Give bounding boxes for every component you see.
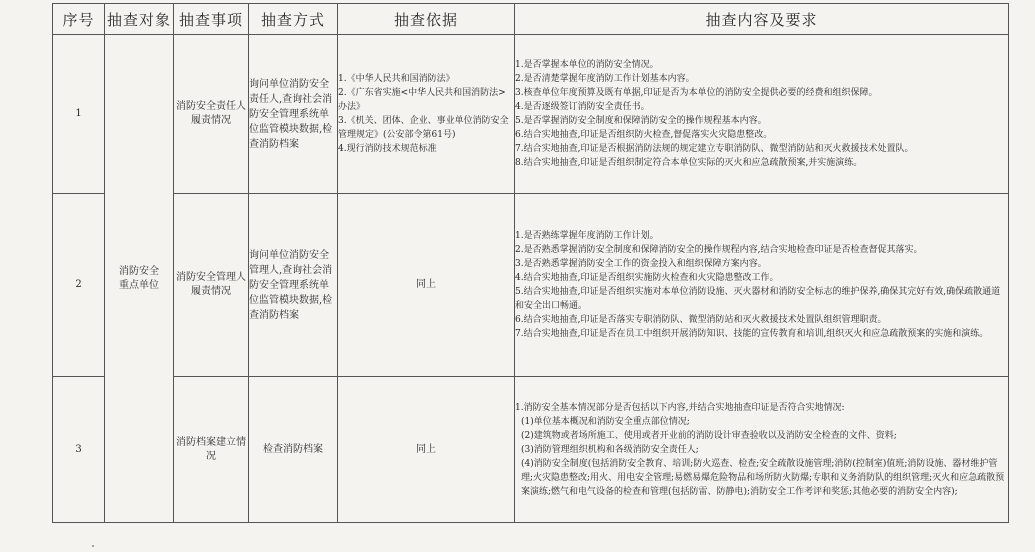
requirement-line: 7.结合实地抽查,印证是否在员工中组织开展消防知识、技能的宣传教育和培训,组织灭火和应急疏散预案的实施和演练。 bbox=[515, 329, 989, 339]
inspection-method: 询问单位消防安全管理人,查询社会消防安全管理系统单位监管模块数据,检查消防档案 bbox=[249, 194, 338, 377]
requirement-line: 6.结合实地抽查,印证是否组织防火检查,督促落实火灾隐患整改。 bbox=[515, 130, 773, 140]
inspection-basis bbox=[338, 35, 515, 194]
requirement-line: 4.是否逐级签订消防安全责任书。 bbox=[515, 102, 650, 112]
requirement-line: 8.结合实地抽查,印证是否组织制定符合本单位实际的灭火和应急疏散预案,并实施演练。 bbox=[515, 158, 863, 168]
inspection-item: 消防档案建立情况 bbox=[174, 377, 249, 523]
requirement-line: 5.是否掌握消防安全制度和保障消防安全的操作规程基本内容。 bbox=[515, 116, 767, 126]
requirement-line: 3.核查单位年度预算及既有单据,印证是否为本单位的消防安全提供必要的经费和组织保障。 bbox=[515, 88, 878, 98]
inspection-item: 消防安全管理人履责情况 bbox=[174, 194, 249, 377]
inspection-requirements bbox=[515, 194, 1009, 377]
requirement-line: 3.是否熟悉掌握消防安全工作的资金投入和组织保障方案内容。 bbox=[515, 259, 767, 269]
requirement-line: (3)消防管理组织机构和各级消防安全责任人; bbox=[521, 444, 699, 455]
header-seq: 序号 bbox=[53, 4, 105, 35]
basis-line: 1.《中华人民共和国消防法》 bbox=[338, 74, 455, 84]
inspection-basis: 同上 bbox=[338, 377, 515, 523]
header-basis: 抽查依据 bbox=[338, 4, 515, 35]
requirement-line: 1.是否熟练掌握年度消防工作计划。 bbox=[515, 231, 659, 241]
header-method: 抽查方式 bbox=[249, 4, 338, 35]
inspection-method: 询问单位消防安全责任人,查询社会消防安全管理系统单位监管模块数据,检查消防档案 bbox=[249, 35, 338, 194]
requirement-line: (2)建筑物或者场所施工、使用或者开业前的消防设计审查验收以及消防安全检查的文件、资料; bbox=[521, 430, 897, 441]
table-row bbox=[53, 35, 1009, 194]
table-row bbox=[53, 377, 1009, 523]
requirement-line: (4)消防安全制度(包括消防安全教育、培训;防火巡查、检查;安全疏散设施管理;消防(控制室)值班;消防设施、器材维护管理;火灾隐患整改;用火、用电安全管理;易燃易爆危险物品和场所防火防爆;专职和义务消防队的组织管理;灭火和应急疏散预案演练;燃气和电气设备的检查和管理(包括防雷、防静电);消防安全工作考评和奖惩;其他必要的消防安全内容); bbox=[521, 458, 1005, 497]
inspection-object: 消防安全重点单位 bbox=[105, 35, 174, 523]
row-seq: 2 bbox=[53, 194, 105, 377]
requirement-line: (1)单位基本概况和消防安全重点部位情况; bbox=[521, 416, 690, 427]
row-seq: 1 bbox=[53, 35, 105, 194]
basis-line: 3.《机关、团体、企业、事业单位消防安全管理规定》(公安部令第61号) bbox=[338, 116, 509, 140]
header-item: 抽查事项 bbox=[174, 4, 249, 35]
requirement-line: 1.是否掌握本单位的消防安全情况。 bbox=[515, 60, 659, 70]
table-row bbox=[53, 194, 1009, 377]
requirement-line: 1.消防安全基本情况部分是否包括以下内容,并结合实地抽查印证是否符合实地情况: bbox=[515, 402, 845, 413]
basis-line: 4.现行消防技术规范标准 bbox=[338, 144, 437, 154]
inspection-method: 检查消防档案 bbox=[249, 377, 338, 523]
inspection-item: 消防安全责任人履责情况 bbox=[174, 35, 249, 194]
header-requirements: 抽查内容及要求 bbox=[515, 4, 1009, 35]
row-seq: 3 bbox=[53, 377, 105, 523]
scan-speck bbox=[92, 545, 94, 547]
inspection-basis: 同上 bbox=[338, 194, 515, 377]
header-row bbox=[53, 4, 1009, 35]
basis-line: 2.《广东省实施<中华人民共和国消防法>办法》 bbox=[338, 88, 506, 112]
requirement-line: 5.结合实地抽查,印证是否组织实施对本单位消防设施、灭火器材和消防安全标志的维护保养,确保其完好有效,确保疏散通道和安全出口畅通。 bbox=[515, 287, 1001, 311]
requirement-line: 2.是否清楚掌握年度消防工作计划基本内容。 bbox=[515, 74, 695, 84]
inspection-requirements bbox=[515, 377, 1009, 523]
requirement-line: 6.结合实地抽查,印证是否落实专职消防队、微型消防站和灭火救援技术处置队组织管理职责。 bbox=[515, 315, 887, 325]
requirement-line: 7.结合实地抽查,印证是否根据消防法规的规定建立专职消防队、微型消防站和灭火救援技术处置队。 bbox=[515, 144, 914, 154]
inspection-requirements bbox=[515, 35, 1009, 194]
requirement-line: 4.结合实地抽查,印证是否组织实施防火检查和火灾隐患整改工作。 bbox=[515, 273, 779, 283]
inspection-table bbox=[52, 3, 1009, 523]
header-object: 抽查对象 bbox=[105, 4, 174, 35]
requirement-line: 2.是否熟悉掌握消防安全制度和保障消防安全的操作规程内容,结合实地检查印证是否检查督促其落实。 bbox=[515, 245, 923, 255]
